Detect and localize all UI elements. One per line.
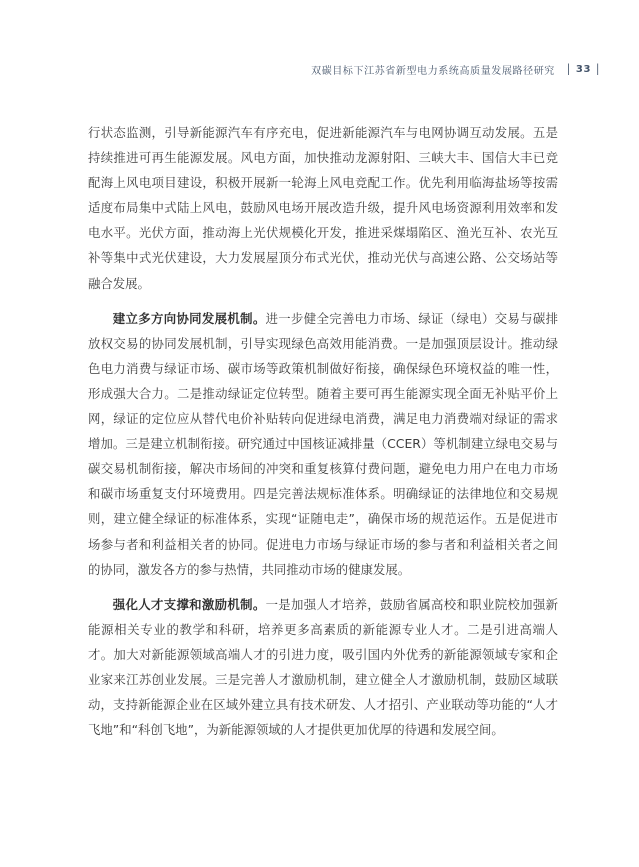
body-text xyxy=(88,120,558,752)
page-number-bar-left: | xyxy=(566,63,571,76)
paragraph xyxy=(88,306,558,582)
paragraph-text: 一是加强人才培养，鼓励省属高校和职业院校加强新能源相关专业的教学和科研，培养更多高素质的新能源专业人才。二是引进高端人才。加大对新能源领域高端人才的引进力度，吸引国内外优秀的新能源领域专家和企业家来江苏创业发展。三是完善人才激励机制，建立健全人才激励机制，鼓励区域联动，支持新能源企业在区域外建立具有技术研发、人才招引、产业联动等功能的“人才飞地”和“科创飞地”，为新能源领域的人才提供更加优厚的待遇和发展空间。 xyxy=(88,596,559,738)
paragraph-text: 进一步健全完善电力市场、绿证（绿电）交易与碳排放权交易的协同发展机制，引导实现绿色高效用能消费。一是加强顶层设计。推动绿色电力消费与绿证市场、碳市场等政策机制做好衔接，确保绿色环境权益的唯一性，形成强大合力。二是推动绿证定位转型。随着主要可再生能源实现全面无补贴平价上网，绿证的定位应从替代电价补贴转向促进绿电消费，满足电力消费端对绿证的需求增加。三是建立机制衔接。研究通过中国核证减排量（CCER）等机制建立绿电交易与碳交易机制衔接，解决市场间的冲突和重复核算付费问题，避免电力用户在电力市场和碳市场重复支付环境费用。四是完善法规标准体系。明确绿证的法律地位和交易规则，建立健全绿证的标准体系，实现“证随电走”，确保市场的规范运作。五是促进市场参与者和利益相关者的协同。促进电力市场与绿证市场的参与者和利益相关者之间的协同，激发各方的参与热情，共同推动市场的健康发展。 xyxy=(88,310,559,577)
page-number-bar-right: | xyxy=(596,63,600,76)
paragraph xyxy=(88,120,558,296)
paragraph-lead: 建立多方向协同发展机制。 xyxy=(112,310,266,326)
running-header xyxy=(311,62,600,77)
page-number-indicator xyxy=(567,64,600,75)
page-number: 33 xyxy=(575,64,592,75)
running-title: 双碳目标下江苏省新型电力系统高质量发展路径研究 xyxy=(311,66,555,77)
paragraph xyxy=(88,592,558,743)
paragraph-lead: 强化人才支撑和激励机制。 xyxy=(112,596,266,612)
paragraph-text: 行状态监测，引导新能源汽车有序充电，促进新能源汽车与电网协调互动发展。五是持续推进可再生能源发展。风电方面，加快推动龙源射阳、三峡大丰、国信大丰已竞配海上风电项目建设，积极开展新一轮海上风电竞配工作。优先利用临海盐场等按需适度布局集中式陆上风电，鼓励风电场开展改造升级，提升风电场资源利用效率和发电水平。光伏方面，推动海上光伏规模化开发，推进采煤塌陷区、渔光互补、农光互补等集中式光伏建设，大力发展屋顶分布式光伏，推动光伏与高速公路、公交场站等融合发展。 xyxy=(88,125,558,291)
